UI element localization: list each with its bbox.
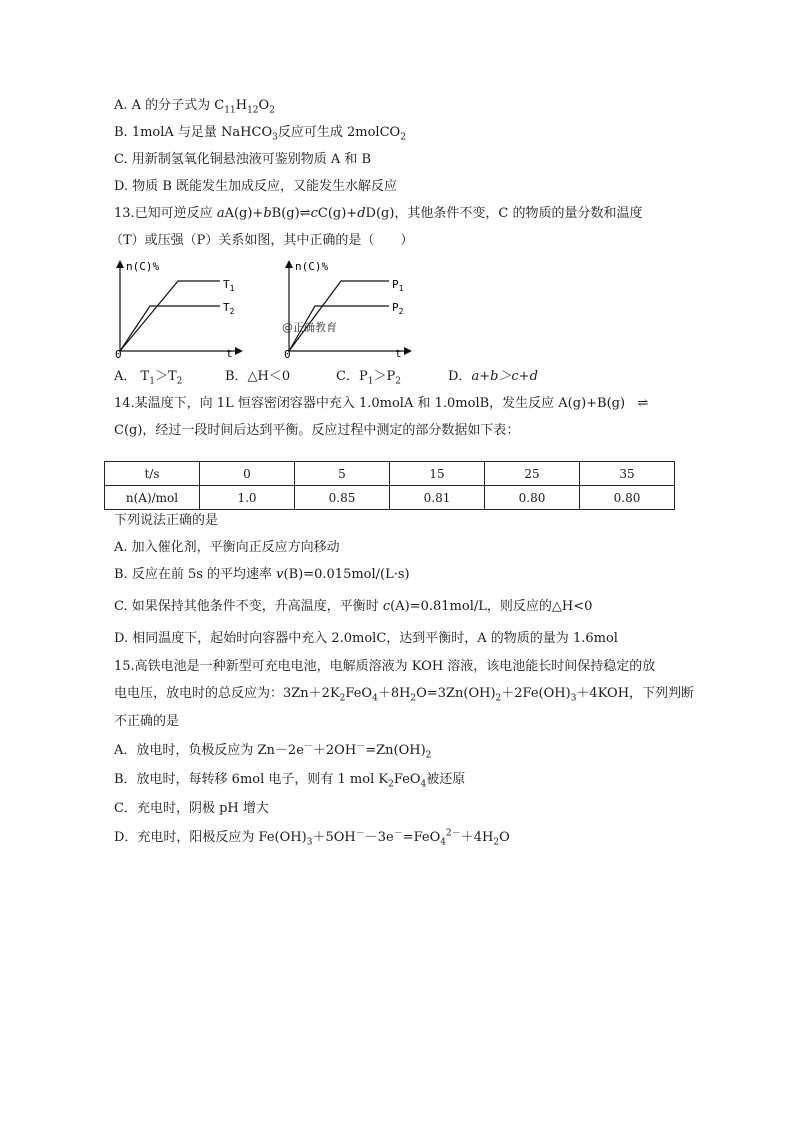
q12-option-a: A. A 的分子式为 $C_{11}H_{12}O_2$ [114, 98, 275, 116]
q15-stem-line2: 电电压，放电时的总反应为：$3Zn+2K_2FeO_4+8H_2O=3Zn(OH)_2+2Fe(OH)_3+4KOH$，下列判断 [114, 686, 695, 704]
graph2-curve-p2: $P_2$ [392, 301, 404, 316]
q14-prompt: 下列说法正确的是 [114, 513, 219, 528]
q13-stem-line2: （T）或压强（P）关系如图，其中正确的是（ ） [110, 233, 414, 248]
table-cell: 35 [580, 462, 675, 486]
q13-stem: 13.已知可逆反应 aA(g)+bB(g)⇌cC(g)+dD(g)，其他条件不变，C 的物质的量分数和温度 [114, 206, 643, 221]
table-row [105, 462, 675, 486]
q13-option-a: A． $T_1>T_2$ [114, 369, 183, 387]
table-cell: 0 [200, 462, 295, 486]
q12-option-c: C. 用新制氢氧化铜悬浊液可鉴别物质 A 和 B [114, 152, 372, 167]
q15-option-d: D．充电时，阳极反应为 $Fe(OH)_3+5OH^--3e^-=FeO_4^{2-}+4H_2O$ [114, 828, 510, 848]
q15-option-b: B．放电时，每转移 6mol 电子，则有 1 mol $K_2FeO_4$被还原 [114, 772, 466, 790]
q13-option-c: C．$P_1>P_2$ [336, 369, 401, 387]
q15-stem: 15.高铁电池是一种新型可充电电池，电解质溶液为 KOH 溶液，该电池能长时间保持稳定的放 [114, 659, 656, 674]
graph1-origin: 0 [115, 348, 122, 361]
table-row [105, 486, 675, 510]
q14-option-b: B. 反应在前 5s 的平均速率 v(B)=0.015mol/(L·s) [114, 567, 410, 582]
q13-graph-pressure [281, 258, 421, 362]
watermark: @正确教育 [282, 321, 337, 334]
q13-graph-temperature [112, 258, 252, 362]
q13-option-b: B．△H＜0 [225, 369, 291, 384]
q15-stem-line3: 不正确的是 [114, 714, 180, 729]
table-cell: 25 [485, 462, 580, 486]
graph2-y-label: n(C)% [295, 260, 329, 273]
graph1-y-label: n(C)% [126, 260, 160, 273]
q14-option-c: C. 如果保持其他条件不变，升高温度，平衡时 c(A)=0.81mol/L，则反应的△H<0 [114, 599, 593, 614]
table-cell: n(A)/mol [105, 486, 200, 510]
q14-option-d: D. 相同温度下，起始时向容器中充入 2.0molC，达到平衡时，A 的物质的量为 1.6mol [114, 631, 618, 646]
table-cell: 1.0 [200, 486, 295, 510]
graph1-curve-t2: $T_2$ [223, 301, 235, 316]
table-cell: 0.80 [580, 486, 675, 510]
table-cell: t/s [105, 462, 200, 486]
q15-option-c: C．充电时，阴极 pH 增大 [114, 801, 269, 816]
table-cell: 0.80 [485, 486, 580, 510]
table-cell: 0.81 [390, 486, 485, 510]
graph1-curve-t1: $T_1$ [223, 278, 235, 293]
graph2-curve-p1: $P_1$ [392, 278, 404, 293]
q12-option-d: D. 物质 B 既能发生加成反应，又能发生水解反应 [114, 179, 398, 194]
table-cell: 15 [390, 462, 485, 486]
equilibrium-arrow-icon: ⇌ [637, 396, 649, 411]
q13-option-d: D．a+b＞c+d [448, 369, 538, 384]
q14-stem-line2: C(g)，经过一段时间后达到平衡。反应过程中测定的部分数据如下表： [114, 423, 520, 438]
q14-option-a: A. 加入催化剂，平衡向正反应方向移动 [114, 540, 340, 555]
q15-option-a: A．放电时，负极反应为 $Zn-2e^-+2OH^-=Zn(OH)_2$ [114, 741, 432, 761]
table-cell: 5 [295, 462, 390, 486]
q14-data-table [104, 461, 675, 510]
table-cell: 0.85 [295, 486, 390, 510]
equilibrium-arrow-icon: ⇌ [299, 206, 311, 221]
graph2-x-label: t [395, 347, 402, 360]
graph2-origin: 0 [284, 348, 291, 361]
q14-stem: 14.某温度下，向 1L 恒容密闭容器中充入 1.0molA 和 1.0molB，发生反应 A(g)+B(g) ⇌ [114, 396, 649, 411]
q12-option-b: B. 1molA 与足量 NaHCO$_3$反应可生成 2molCO$_2$ [114, 125, 406, 143]
graph1-x-label: t [226, 347, 233, 360]
